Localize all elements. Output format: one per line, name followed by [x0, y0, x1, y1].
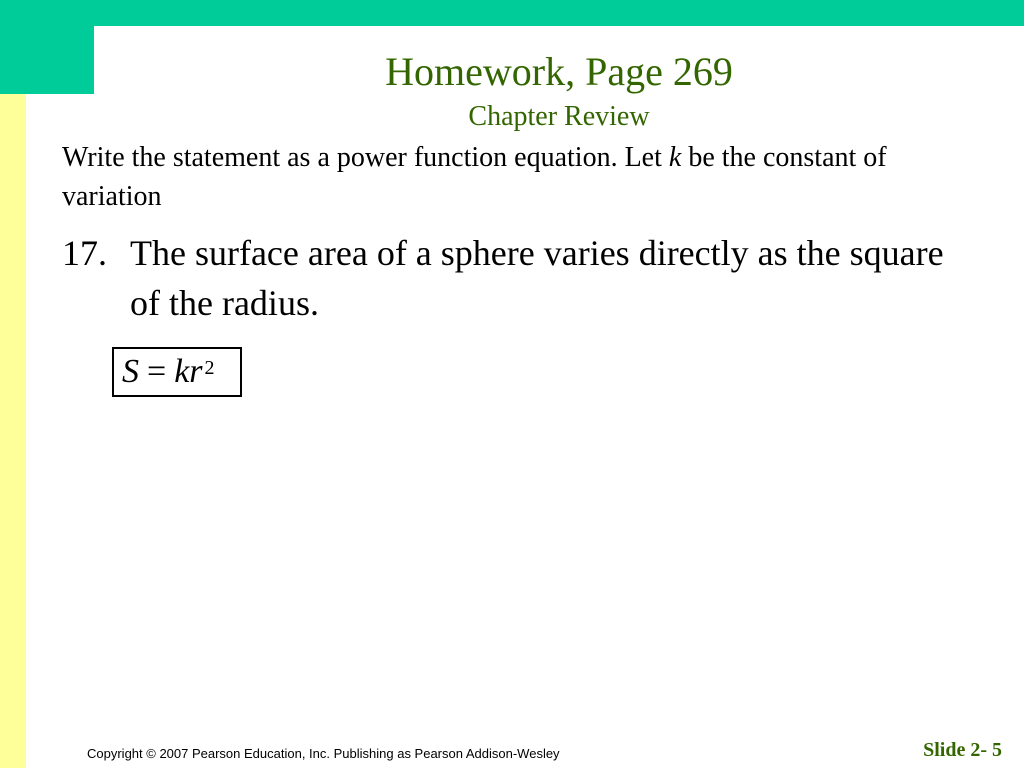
slide-subtitle: Chapter Review	[468, 101, 650, 132]
slide-title: Homework, Page 269	[385, 49, 733, 94]
copyright-footer: Copyright © 2007 Pearson Education, Inc. Publishing as Pearson Addison-Wesley	[87, 746, 560, 761]
equation-rhs: kr	[174, 353, 203, 390]
left-accent-band	[0, 94, 26, 768]
problem-item	[62, 228, 962, 328]
instruction-part-1: Write the statement as a power function equation. Let	[62, 142, 669, 173]
slide-number: Slide 2- 5	[923, 739, 1002, 761]
answer-equation-box	[112, 347, 242, 397]
instruction-variable: k	[668, 142, 682, 173]
equation-exponent: 2	[204, 356, 215, 379]
top-accent-band	[0, 0, 1024, 26]
instruction-text	[62, 138, 962, 216]
corner-accent-square	[0, 0, 94, 94]
problem-number: 17.	[62, 233, 107, 273]
equation-operator: =	[147, 353, 167, 390]
equation-lhs: S	[122, 353, 139, 390]
instruction-part-2: be the constant of variation	[62, 142, 887, 212]
problem-text: The surface area of a sphere varies directly as the square of the radius.	[130, 233, 944, 323]
